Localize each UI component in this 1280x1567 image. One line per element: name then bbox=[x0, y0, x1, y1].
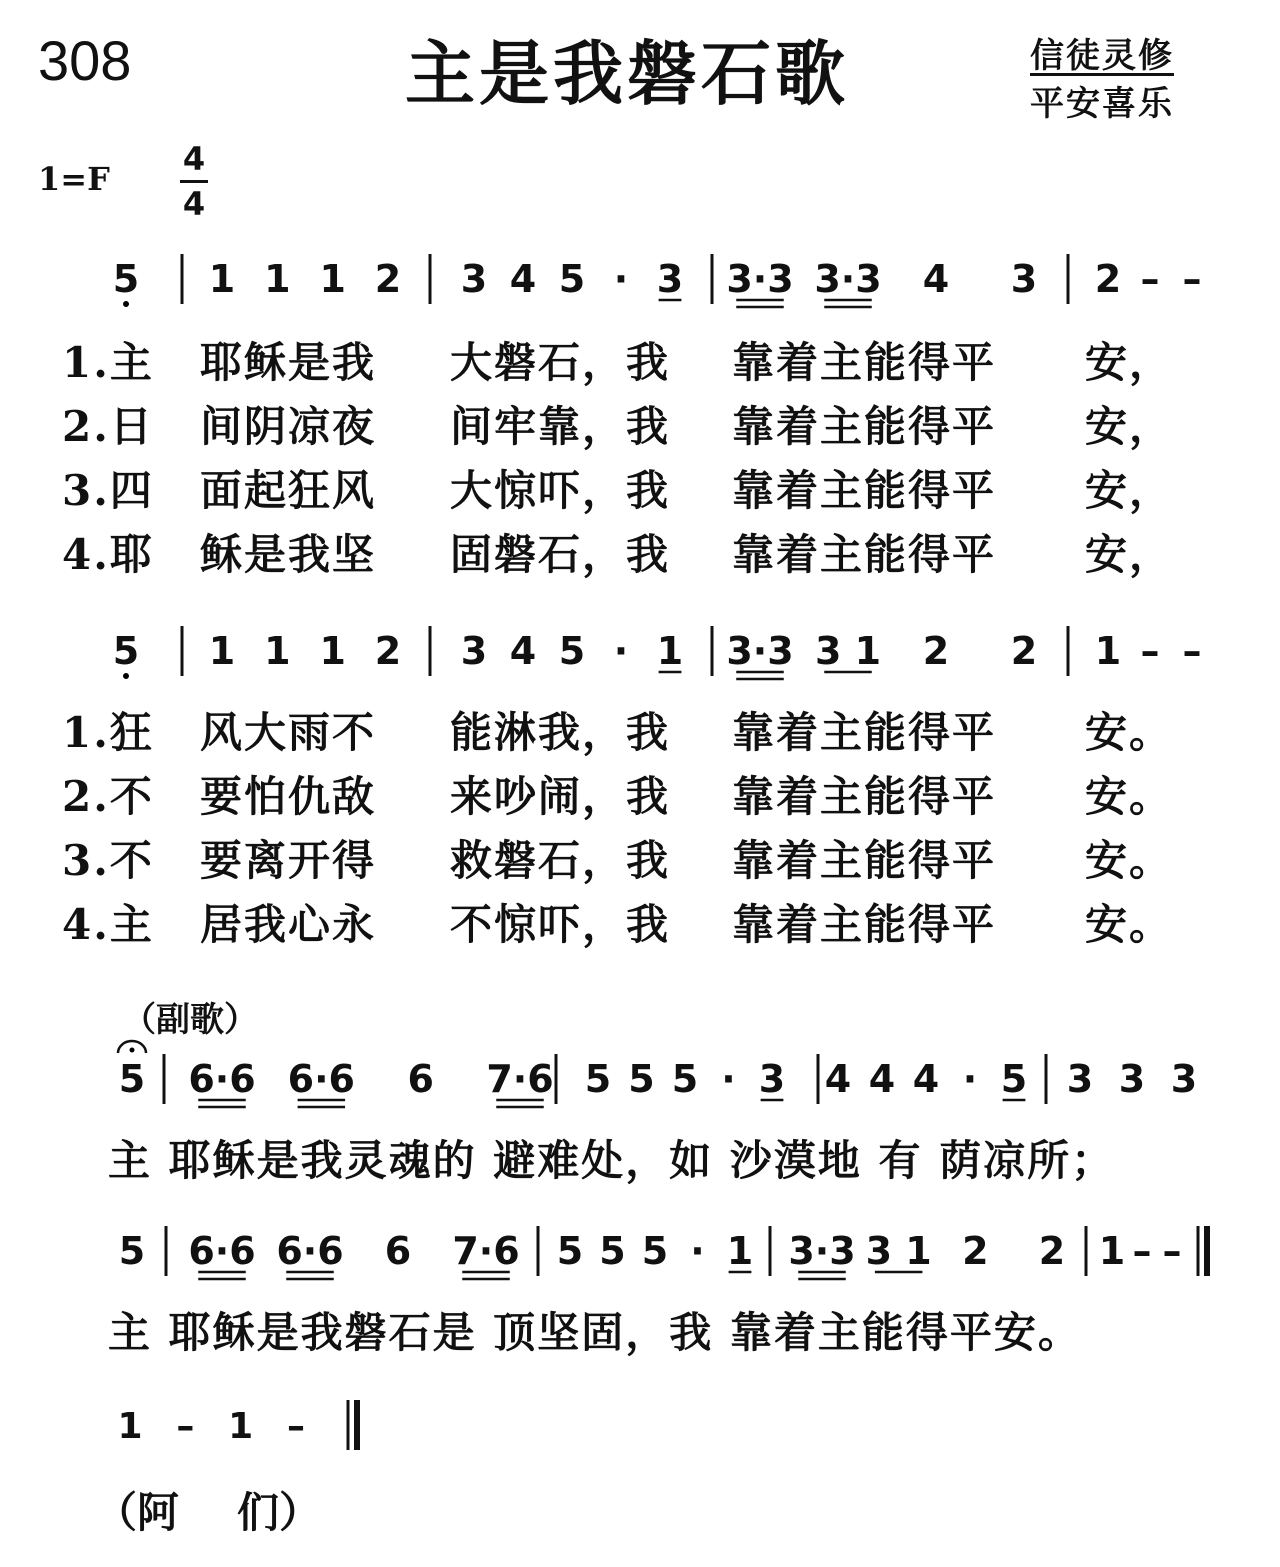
chorus-1-note: 4 bbox=[868, 1057, 896, 1101]
stanza-a-lyric-2-label: 2.日 bbox=[62, 402, 154, 451]
hymn-number: 308 bbox=[38, 29, 132, 92]
stanza-a-lyric-2-p1: 间阴凉夜 bbox=[200, 402, 377, 451]
chorus-1-note: 3 bbox=[1170, 1057, 1198, 1101]
stanza-a-note: 3 bbox=[460, 257, 488, 301]
stanza-b-lyric-4-p4: 安。 bbox=[1085, 900, 1174, 949]
stanza-b-note: 1 bbox=[1094, 629, 1122, 673]
chorus-2-note: 2 bbox=[1038, 1229, 1066, 1273]
stanza-a-lyric-2-p4: 安， bbox=[1085, 402, 1174, 451]
stanza-a-lyric-1-p4: 安， bbox=[1085, 338, 1174, 387]
key-signature: 1=F bbox=[38, 160, 110, 198]
chorus-1-note: · bbox=[721, 1057, 736, 1101]
stanza-a-note: 4 bbox=[509, 257, 537, 301]
amen-note: 1 bbox=[117, 1406, 143, 1447]
chorus-lyric-line-1: 主 耶稣是我灵魂的 避难处，如 沙漠地 有 荫凉所； bbox=[108, 1136, 1116, 1185]
chorus-1-note: 4 bbox=[912, 1057, 940, 1101]
stanza-b-lyric-1-p2: 能淋我，我 bbox=[450, 708, 671, 757]
chorus-1-note: 5 bbox=[118, 1057, 146, 1101]
chorus-2-note: 7·6 bbox=[452, 1229, 520, 1273]
amen-lyric-1: （阿 bbox=[95, 1488, 180, 1537]
stanza-b-note: 3 bbox=[460, 629, 488, 673]
stanza-a-lyric-2-p2: 间牢靠，我 bbox=[450, 402, 671, 451]
chorus-2-note: 5 bbox=[599, 1229, 626, 1273]
stanza-b-lyric-1-p4: 安。 bbox=[1085, 708, 1174, 757]
stanza-b-lyric-1-p3: 靠着主能得平 bbox=[732, 708, 997, 757]
stanza-a-low-dot bbox=[123, 301, 129, 307]
stanza-a-lyric-1-p2: 大磐石，我 bbox=[450, 338, 671, 387]
stanza-b-lyric-4-label: 4.主 bbox=[62, 900, 154, 949]
stanza-b-lyric-3-p4: 安。 bbox=[1085, 836, 1174, 885]
chorus-2-note: 5 bbox=[556, 1229, 584, 1273]
amen-note: – bbox=[287, 1406, 305, 1447]
stanza-a-lyric-3-p4: 安， bbox=[1085, 466, 1174, 515]
theme-category: 信徒灵修 bbox=[1030, 36, 1174, 76]
chorus-1-note: 3 bbox=[1118, 1057, 1146, 1101]
stanza-b-note: 1 bbox=[208, 629, 236, 673]
chorus-2-note: 1 bbox=[1098, 1229, 1126, 1273]
stanza-b-note: – bbox=[1140, 629, 1160, 673]
stanza-b-note: 1 bbox=[319, 629, 346, 673]
chorus-1-note: 6·6 bbox=[287, 1057, 355, 1101]
chorus-1-note: 6 bbox=[407, 1057, 434, 1101]
stanza-b-lyric-2-p1: 要怕仇敌 bbox=[200, 772, 377, 821]
chorus-2-note: – bbox=[1132, 1229, 1152, 1273]
stanza-a-note: 3·3 bbox=[814, 257, 882, 301]
chorus-1-note: 6·6 bbox=[188, 1057, 256, 1101]
chorus-2-note: 6 bbox=[384, 1229, 412, 1273]
stanza-b-note: 2 bbox=[374, 629, 402, 673]
stanza-a-note: 4 bbox=[922, 257, 950, 301]
stanza-b-low-dot bbox=[123, 673, 129, 679]
chorus-2-note: – bbox=[1162, 1229, 1182, 1273]
chorus-1-note: 4 bbox=[824, 1057, 852, 1101]
stanza-b-note: 5 bbox=[112, 629, 140, 673]
stanza-a-lyric-4-p1: 稣是我坚 bbox=[200, 530, 377, 579]
stanza-b-lyric-1-p1: 风大雨不 bbox=[200, 708, 377, 757]
hymn-title: 主是我磐石歌 bbox=[405, 33, 849, 115]
amen-note: – bbox=[176, 1406, 195, 1447]
stanza-b-lyric-2-label: 2.不 bbox=[62, 772, 154, 821]
stanza-b-note: 1 bbox=[264, 629, 291, 673]
amen-lyric-2: 们） bbox=[237, 1488, 322, 1537]
stanza-b-lyric-4-p3: 靠着主能得平 bbox=[732, 900, 997, 949]
stanza-a-lyric-3-p1: 面起狂风 bbox=[200, 466, 377, 515]
chorus-1-note: 5 bbox=[671, 1057, 699, 1101]
chorus-1-note: 5 bbox=[584, 1057, 612, 1101]
stanza-a-lyric-1-p3: 靠着主能得平 bbox=[732, 338, 997, 387]
stanza-a-note: 3 bbox=[1010, 257, 1038, 301]
chorus-1-note: 3 bbox=[1066, 1057, 1094, 1101]
stanza-a-note: – bbox=[1140, 257, 1160, 301]
chorus-2-note: 6·6 bbox=[188, 1229, 256, 1273]
chorus-2-note: 3·3 bbox=[788, 1229, 856, 1273]
stanza-b-note: 3 1 bbox=[814, 629, 882, 673]
stanza-b-note: 2 bbox=[1010, 629, 1038, 673]
stanza-a-note: 5 bbox=[558, 257, 586, 301]
chorus-2-note: 2 bbox=[962, 1229, 989, 1273]
chorus-1-note: 3 bbox=[758, 1057, 786, 1101]
chorus-1-note: 5 bbox=[628, 1057, 655, 1101]
stanza-b-note: 1 bbox=[656, 629, 684, 673]
stanza-a-lyric-4-p2: 固磐石，我 bbox=[450, 530, 671, 579]
stanza-a-lyric-3-p2: 大惊吓，我 bbox=[450, 466, 671, 515]
stanza-b-lyric-2-p4: 安。 bbox=[1085, 772, 1174, 821]
amen-lyric bbox=[95, 1480, 379, 1540]
fermata-dot bbox=[130, 1048, 135, 1053]
amen-note: 1 bbox=[228, 1406, 254, 1447]
stanza-b-note: 5 bbox=[558, 629, 586, 673]
stanza-b-lyric-4-p2: 不惊吓，我 bbox=[450, 900, 671, 949]
chorus-1-note: 7·6 bbox=[486, 1057, 554, 1101]
stanza-b-lyric-3-p1: 要离开得 bbox=[200, 836, 377, 885]
chorus-2-note: 3 1 bbox=[865, 1229, 932, 1273]
stanza-a-lyric-4-p4: 安， bbox=[1085, 530, 1174, 579]
theme-subcategory: 平安喜乐 bbox=[1030, 84, 1174, 124]
stanza-a-note: 2 bbox=[1094, 257, 1122, 301]
stanza-a-lyric-4-label: 4.耶 bbox=[62, 530, 154, 579]
stanza-a-lyric-4-p3: 靠着主能得平 bbox=[732, 530, 997, 579]
chorus-label: （副歌） bbox=[122, 1000, 258, 1040]
stanza-b-lyric-2-p2: 来吵闹，我 bbox=[450, 772, 671, 821]
stanza-a-note: – bbox=[1182, 257, 1202, 301]
stanza-a-lyric-1-label: 1.主 bbox=[62, 338, 154, 387]
chorus-2-note: · bbox=[690, 1229, 705, 1273]
chorus-2-note: 1 bbox=[726, 1229, 754, 1273]
chorus-2-note: 6·6 bbox=[276, 1229, 344, 1273]
stanza-a-note: 5 bbox=[112, 257, 140, 301]
stanza-a-note: · bbox=[613, 257, 629, 301]
stanza-a-lyric-2-p3: 靠着主能得平 bbox=[732, 402, 997, 451]
chorus-1-note: · bbox=[962, 1057, 978, 1101]
stanza-a-note: 2 bbox=[374, 257, 402, 301]
stanza-a-lyric-3-label: 3.四 bbox=[62, 466, 154, 515]
stanza-b-lyric-4-p1: 居我心永 bbox=[200, 900, 377, 949]
stanza-b-lyric-3-p2: 救磐石，我 bbox=[450, 836, 671, 885]
chorus-lyric-line-2: 主 耶稣是我磐石是 顶坚固，我 靠着主能得平安。 bbox=[108, 1308, 1082, 1357]
time-signature-top: 4 bbox=[182, 140, 206, 178]
stanza-a-note: 3 bbox=[656, 257, 684, 301]
stanza-b-lyric-3-label: 3.不 bbox=[62, 836, 154, 885]
chorus-2-note: 5 bbox=[641, 1229, 669, 1273]
stanza-a-lyric-3-p3: 靠着主能得平 bbox=[732, 466, 997, 515]
stanza-a-lyric-1-p1: 耶稣是我 bbox=[200, 338, 377, 387]
stanza-a-note: 1 bbox=[319, 257, 346, 301]
stanza-a-note: 1 bbox=[208, 257, 236, 301]
stanza-b-note: 3·3 bbox=[726, 629, 794, 673]
stanza-b-lyric-1-label: 1.狂 bbox=[62, 708, 154, 757]
stanza-b-note: 2 bbox=[922, 629, 950, 673]
stanza-a-note: 3·3 bbox=[726, 257, 794, 301]
stanza-b-lyric-3-p3: 靠着主能得平 bbox=[732, 836, 997, 885]
chorus-2-note: 5 bbox=[118, 1229, 146, 1273]
stanza-b-note: · bbox=[613, 629, 629, 673]
stanza-a-note: 1 bbox=[264, 257, 291, 301]
stanza-b-lyric-2-p3: 靠着主能得平 bbox=[732, 772, 997, 821]
chorus-1-note: 5 bbox=[1000, 1057, 1028, 1101]
time-signature-bottom: 4 bbox=[182, 185, 206, 223]
stanza-b-note: 4 bbox=[509, 629, 537, 673]
stanza-b-note: – bbox=[1182, 629, 1202, 673]
